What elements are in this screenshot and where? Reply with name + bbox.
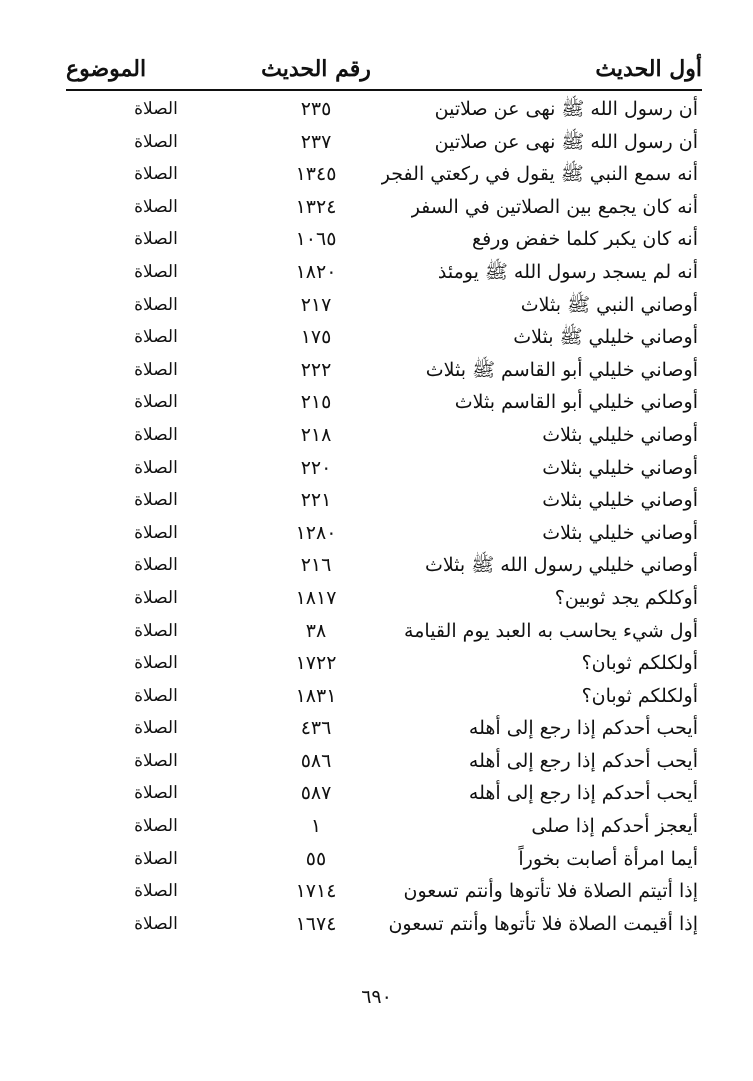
hadith-topic: الصلاة [134,816,178,837]
hadith-first-words: أيحب أحدكم إذا رجع إلى أهله [468,749,698,772]
hadith-first-words: أنه لم يسجد رسول الله ﷺ يومئذ [437,260,698,283]
hadith-topic: الصلاة [134,718,178,739]
table-row [66,386,702,419]
hadith-number: ٢٢٢ [300,358,332,381]
hadith-first-words: أن رسول الله ﷺ نهى عن صلاتين [434,98,698,120]
hadith-topic: الصلاة [134,555,178,576]
hadith-first-words: أنه كان يجمع بين الصلاتين في السفر [410,195,698,218]
hadith-topic: الصلاة [134,99,178,119]
hadith-first-words: أوصاني خليلي بثلاث [542,456,698,479]
hadith-number: ١٧١٤ [295,880,337,903]
table-row [66,419,702,452]
table-row [66,745,702,778]
hadith-first-words: أوصاني خليلي بثلاث [542,423,698,446]
hadith-first-words: إذا أتيتم الصلاة فلا تأتوها وأنتم تسعون [403,880,698,903]
table-row [66,452,702,485]
table-row [66,777,702,810]
hadith-topic: الصلاة [134,653,178,674]
hadith-topic: الصلاة [134,913,178,934]
hadith-topic: الصلاة [134,783,178,804]
hadith-first-words: أيحب أحدكم إذا رجع إلى أهله [468,782,698,805]
hadith-number: ١٣٢٤ [295,195,337,218]
hadith-first-words: أوصاني خليلي رسول الله ﷺ بثلاث [424,554,698,577]
hadith-topic: الصلاة [134,457,178,478]
hadith-first-words: أوصاني خليلي ﷺ بثلاث [513,326,698,349]
table-row [66,93,702,126]
hadith-first-words: أوصاني خليلي أبو القاسم بثلاث [454,391,698,414]
hadith-number: ٢١٧ [300,293,332,316]
hadith-topic: الصلاة [134,424,178,445]
table-row [66,158,702,191]
hadith-number: ١٧٢٢ [295,652,337,675]
hadith-first-words: أوصاني خليلي بثلاث [542,521,698,544]
hadith-topic: الصلاة [134,392,178,413]
table-row [66,191,702,224]
hadith-number: ٢١٦ [300,554,332,577]
hadith-topic: الصلاة [134,131,178,152]
hadith-topic: الصلاة [134,164,178,185]
hadith-topic: الصلاة [134,294,178,315]
hadith-number: ١٦٧٤ [295,912,337,935]
table-row [66,354,702,387]
table-row [66,810,702,843]
hadith-number: ١٧٥ [300,326,332,349]
hadith-first-words: أولكلكم ثوبان؟ [581,684,698,707]
hadith-number: ٥٨٧ [300,782,332,805]
table-row [66,843,702,876]
table-row [66,549,702,582]
hadith-number: ٥٨٦ [300,749,332,772]
hadith-first-words: أول شيء يحاسب به العبد يوم القيامة [404,619,698,642]
header-divider [66,89,702,91]
table-row [66,289,702,322]
table-row [66,126,702,159]
hadith-first-words: أوصاني خليلي بثلاث [542,489,698,512]
table-row [66,321,702,354]
hadith-number: ١ [310,815,322,838]
hadith-number: ٣٨ [305,619,327,642]
table-header [66,52,702,90]
hadith-first-words: أولكلكم ثوبان؟ [581,652,698,675]
hadith-first-words: أنه سمع النبي ﷺ يقول في ركعتي الفجر [380,163,698,186]
hadith-topic: الصلاة [134,750,178,771]
hadith-topic: الصلاة [134,587,178,608]
hadith-first-words: إذا أقيمت الصلاة فلا تأتوها وأنتم تسعون [388,912,698,935]
hadith-number: ١٢٨٠ [295,521,337,544]
hadith-first-words: أيعجز أحدكم إذا صلى [531,815,698,838]
hadith-topic: الصلاة [134,848,178,869]
hadith-topic: الصلاة [134,359,178,380]
hadith-first-words: أنه كان يكبر كلما خفض ورفع [471,228,698,251]
hadith-topic: الصلاة [134,327,178,348]
hadith-number: ١٠٦٥ [295,228,337,251]
hadith-topic: الصلاة [134,261,178,282]
table-row [66,712,702,745]
table-row [66,647,702,680]
hadith-number: ٢١٨ [300,423,332,446]
hadith-first-words: أوصاني خليلي أبو القاسم ﷺ بثلاث [425,358,698,381]
page-number: ٦٩٠ [361,986,392,1008]
table-row [66,223,702,256]
hadith-number: ٥٥ [305,847,327,870]
hadith-topic: الصلاة [134,490,178,511]
hadith-number: ٢٣٧ [300,130,332,153]
hadith-first-words: أوكلكم يجد ثوبين؟ [554,586,698,609]
hadith-number: ١٨١٧ [295,586,337,609]
hadith-number: ٤٣٦ [300,717,332,740]
hadith-first-words: أيحب أحدكم إذا رجع إلى أهله [468,717,698,740]
hadith-topic: الصلاة [134,229,178,250]
hadith-topic: الصلاة [134,881,178,902]
hadith-first-words: أيما امرأة أصابت بخوراً [518,847,698,870]
hadith-first-words: أن رسول الله ﷺ نهى عن صلاتين [434,130,698,153]
header-hadith-number: رقم الحديث [261,56,371,82]
header-first-words: أول الحديث [595,56,702,82]
header-topic: الموضوع [66,56,147,82]
table-row [66,615,702,648]
hadith-topic: الصلاة [134,522,178,543]
hadith-number: ٢٣٥ [300,98,332,120]
hadith-topic: الصلاة [134,685,178,706]
hadith-number: ١٨٢٠ [295,260,337,283]
table-row [66,484,702,517]
hadith-number: ٢٢٠ [300,456,332,479]
hadith-number: ٢١٥ [300,391,332,414]
hadith-first-words: أوصاني النبي ﷺ بثلاث [520,293,698,316]
hadith-number: ١٨٣١ [295,684,337,707]
index-table-body [66,93,702,940]
table-row [66,517,702,550]
hadith-topic: الصلاة [134,620,178,641]
table-row [66,582,702,615]
table-row [66,908,702,941]
table-row [66,680,702,713]
hadith-topic: الصلاة [134,196,178,217]
table-row [66,875,702,908]
hadith-number: ٢٢١ [300,489,332,512]
hadith-number: ١٣٤٥ [295,163,337,186]
table-row [66,256,702,289]
